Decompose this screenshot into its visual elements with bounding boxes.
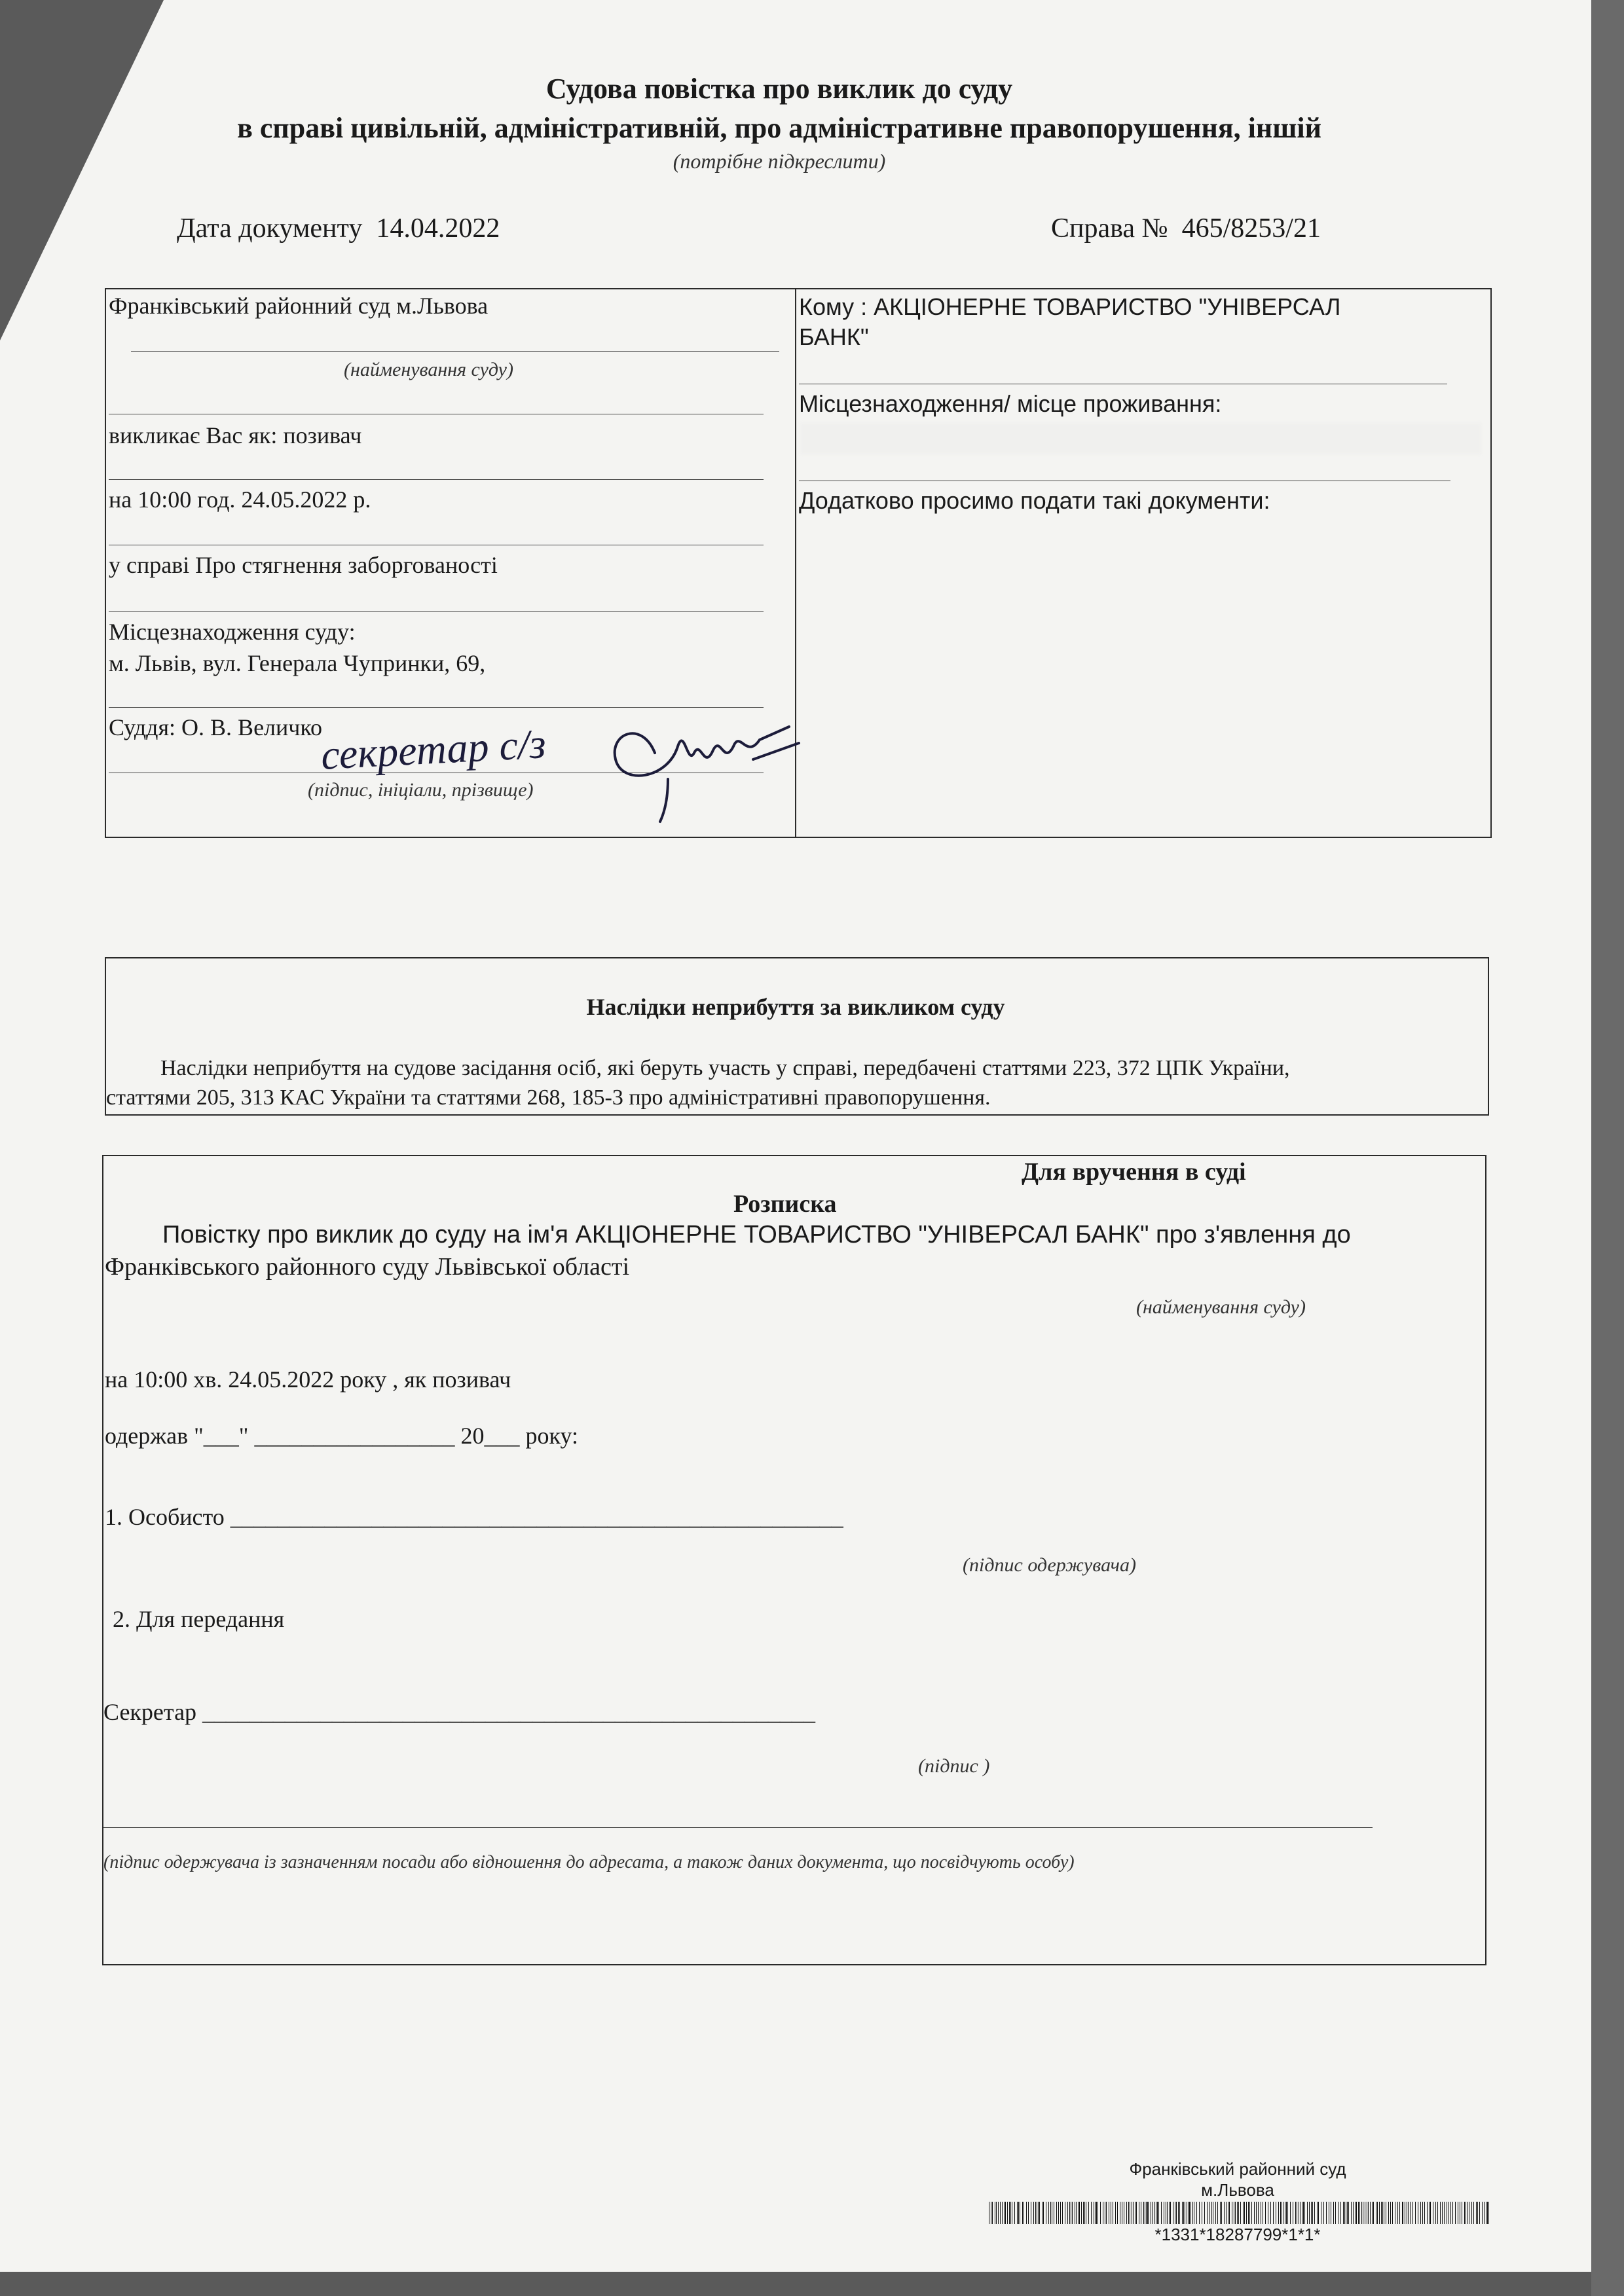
barcode-bar [1373,2202,1374,2224]
barcode-bar [1359,2202,1360,2224]
barcode-bar [1450,2202,1451,2224]
court-location-label: Місцезнаходження суду: [109,619,356,645]
barcode-bar [1304,2202,1305,2224]
barcode-bar [1050,2202,1051,2224]
case-number-value: 465/8253/21 [1181,213,1321,244]
barcode-bar [1370,2202,1371,2224]
personally-line: 1. Особисто ____________________________________________________ [105,1504,843,1530]
barcode-bar [1246,2202,1247,2224]
barcode-bar [1169,2202,1170,2224]
barcode-bar [1249,2202,1250,2224]
receipt-title: Розписка [733,1190,837,1218]
barcode-bar [1199,2202,1200,2224]
barcode-bar [1312,2202,1313,2224]
barcode-bar [1083,2202,1084,2224]
barcode-bar [1048,2202,1049,2224]
summons-role: викликає Вас як: позивач [109,422,362,448]
barcode-bar [1372,2202,1373,2224]
document-subtitle: в справі цивільній, адміністративній, про адміністративне правопорушення, іншій [237,112,1321,144]
barcode-bar [1211,2202,1212,2224]
barcode-bar [1007,2202,1008,2224]
barcode-bar [1318,2202,1319,2224]
court-name-hint: (найменування суду) [344,359,513,380]
barcode-bar [1136,2202,1137,2224]
barcode-bar [1215,2202,1216,2224]
barcode-bar [1348,2202,1349,2224]
barcode-bar [1287,2202,1288,2224]
barcode-bar [1309,2202,1310,2224]
barcode-bar [1115,2202,1116,2224]
barcode-bar [1422,2202,1423,2224]
barcode-bar [1221,2202,1222,2224]
barcode-bar [1487,2202,1488,2224]
barcode-bar [1273,2202,1274,2224]
barcode-bar [1408,2202,1409,2224]
barcode-bar [1424,2202,1425,2224]
recipient-line-2: БАНК" [799,323,869,350]
barcode-bar [1358,2202,1359,2224]
barcode-bar [1091,2202,1092,2224]
barcode-bar [1476,2202,1477,2224]
barcode-bar [1056,2202,1057,2224]
receipt-footer-hint: (підпис одержувача із зазначенням посади або відношення до адресата, а також даних документа, що посвідчують особу) [103,1852,1075,1872]
consequences-text-line-1: Наслідки неприбуття на судове засідання осіб, які беруть участь у справі, передбачені статтями 223, 372 ЦПК України, [160,1056,1290,1080]
barcode-bar [1170,2202,1171,2224]
barcode-bar [1133,2202,1134,2224]
recipient-sign-line [103,1827,1373,1828]
barcode-bar [1117,2202,1118,2224]
barcode-bar [1069,2202,1070,2224]
hearing-time: на 10:00 год. 24.05.2022 р. [109,486,371,513]
barcode-bar [1038,2202,1039,2224]
barcode-bar [1278,2202,1279,2224]
barcode-bar [1467,2202,1468,2224]
barcode-bar [1343,2202,1344,2224]
barcode-bar [1179,2202,1180,2224]
barcode-bar [1042,2202,1043,2224]
barcode-bar [1158,2202,1159,2224]
barcode-bar [1018,2202,1019,2224]
barcode-bar [1152,2202,1153,2224]
document-date-value: 14.04.2022 [376,213,500,244]
barcode-bar [1224,2202,1225,2224]
barcode-bar [1014,2202,1015,2224]
barcode-bar [992,2202,993,2224]
barcode-bar [1340,2202,1341,2224]
barcode-bar [1435,2202,1436,2224]
barcode-bar [1311,2202,1312,2224]
underline-hint: (потрібне підкреслити) [673,149,886,173]
barcode-bar [1238,2202,1239,2224]
barcode-bar [1126,2202,1127,2224]
consequences-title: Наслідки неприбуття за викликом суду [586,994,1005,1020]
barcode-bar [1196,2202,1197,2224]
barcode-bar [1182,2202,1183,2224]
barcode-bar [1204,2202,1205,2224]
barcode-bar [1368,2202,1369,2224]
barcode-bar [1143,2202,1144,2224]
barcode-bar [1420,2202,1421,2224]
stamp-court-line-1: Франківський районний суд [1129,2159,1346,2179]
barcode-bar [1382,2202,1383,2224]
barcode-bar [1067,2202,1068,2224]
barcode-bar [1100,2202,1101,2224]
barcode-bar [1189,2202,1190,2224]
barcode-bar [1188,2202,1189,2224]
barcode-bar [1251,2202,1252,2224]
barcode-bar [1106,2202,1107,2224]
barcode-bar [1314,2202,1315,2224]
barcode-bar [1078,2202,1079,2224]
barcode-bar [1326,2202,1327,2224]
barcode-bar [1128,2202,1129,2224]
barcode-bar [1415,2202,1416,2224]
court-name: Франківський районний суд м.Львова [109,293,489,319]
barcode-bar [1473,2202,1474,2224]
barcode-bar [1178,2202,1179,2224]
barcode-bar [1096,2202,1097,2224]
document-title: Судова повістка про виклик до суду [545,73,1013,105]
barcode-bar [1477,2202,1478,2224]
divider-line [109,611,764,612]
barcode-bar [1488,2202,1489,2224]
document-date [177,213,500,244]
case-subject: у справі Про стягнення заборгованості [109,552,498,578]
documents-label: Додатково просимо подати такі документи: [799,487,1270,514]
secretary-signature [301,681,812,831]
barcode-bar [1351,2202,1352,2224]
barcode-bar [1307,2202,1308,2224]
barcode-bar [1004,2202,1005,2224]
barcode-bar [1333,2202,1334,2224]
barcode-bar [1280,2202,1281,2224]
barcode-bar [1464,2202,1465,2224]
barcode-bar [1399,2202,1400,2224]
case-number-label: Справа № [1051,213,1168,244]
barcode-bar [1290,2202,1291,2224]
barcode-bar [1390,2202,1391,2224]
consequences-text-line-2: статтями 205, 313 КАС України та статтями 268, 185-3 про адміністративні правопорушення. [106,1085,991,1110]
received-date-line: одержав "___" _________________ 20___ року: [105,1423,579,1449]
barcode-bar [1295,2202,1296,2224]
barcode-bar [1095,2202,1096,2224]
barcode-bar [1009,2202,1010,2224]
barcode-bar [1270,2202,1271,2224]
barcode-bar [1192,2202,1193,2224]
recipient-sign-hint: (підпис одержувача) [963,1554,1136,1576]
barcode-bar [1412,2202,1413,2224]
barcode-bar [1060,2202,1061,2224]
barcode-bar [1397,2202,1398,2224]
barcode-bar [996,2202,997,2224]
barcode-bar [1381,2202,1382,2224]
barcode-bar [1226,2202,1227,2224]
barcode-bar [1062,2202,1063,2224]
barcode-bar [1344,2202,1345,2224]
barcode-bar [1430,2202,1431,2224]
barcode-bar [1353,2202,1354,2224]
barcode-bar [1220,2202,1221,2224]
judge-name: Суддя: О. В. Величко [109,714,323,740]
court-name-underline [131,351,779,352]
barcode-bar [1237,2202,1238,2224]
barcode-bar [1484,2202,1485,2224]
barcode-bar [1088,2202,1089,2224]
barcode-bar [1440,2202,1441,2224]
barcode-bar [1303,2202,1304,2224]
barcode-bar [1035,2202,1036,2224]
receipt-text-line-2: Франківського районного суду Львівської області [105,1253,630,1281]
barcode-bar [1183,2202,1184,2224]
barcode-bar [1248,2202,1249,2224]
barcode-bar [1482,2202,1483,2224]
barcode-bar [1258,2202,1259,2224]
barcode-bar [998,2202,999,2224]
barcode-bar [1076,2202,1077,2224]
barcode-bar [1026,2202,1027,2224]
barcode-bar [1084,2202,1085,2224]
barcode-bar [1243,2202,1244,2224]
barcode-bar [1444,2202,1445,2224]
document-date-label: Дата документу [177,213,363,244]
barcode-bar [1254,2202,1255,2224]
barcode-bar [1429,2202,1430,2224]
barcode-bar [1209,2202,1210,2224]
barcode-bar [1442,2202,1443,2224]
barcode-bar [1377,2202,1378,2224]
stamp-court-line-2: м.Львова [1201,2180,1274,2200]
signature-hint: (підпис, ініціали, прізвище) [308,779,534,801]
delivery-label: Для вручення в суді [1022,1158,1246,1186]
barcode-bar [1265,2202,1266,2224]
barcode-bar [1361,2202,1362,2224]
barcode-bar [1286,2202,1287,2224]
barcode-bar [1437,2202,1438,2224]
barcode-bar [1471,2202,1472,2224]
barcode-bar [1072,2202,1073,2224]
barcode-bar [1335,2202,1336,2224]
barcode-bar [1058,2202,1059,2224]
barcode-bar [1410,2202,1411,2224]
barcode-bar [1081,2202,1082,2224]
barcode-bar [1355,2202,1356,2224]
barcode-bar [1317,2202,1318,2224]
barcode-bar [1000,2202,1001,2224]
secretary-sign-hint: (підпис ) [918,1755,990,1777]
receipt-text-line-1: Повістку про виклик до суду на ім'я АКЦІОНЕРНЕ ТОВАРИСТВО "УНІВЕРСАЛ БАНК" про з'явлення до [162,1221,1351,1248]
location-label: Місцезнаходження/ місце проживання: [799,390,1222,417]
barcode-bar [1388,2202,1389,2224]
barcode-bar [1217,2202,1218,2224]
for-transfer-label: 2. Для передання [113,1606,285,1632]
barcode-bar [1427,2202,1428,2224]
redacted-address [800,423,1481,454]
scanner-background [1591,0,1624,2296]
barcode-bar [1033,2202,1034,2224]
recipient-line-1: Кому : АКЦІОНЕРНЕ ТОВАРИСТВО "УНІВЕРСАЛ [799,293,1341,320]
barcode-bar [1157,2202,1158,2224]
barcode-bar [1146,2202,1147,2224]
barcode-bar [1147,2202,1149,2224]
barcode-bar [1356,2202,1357,2224]
barcode-bar [1154,2202,1155,2224]
handwritten-secretary-note: секретар с/з [320,720,547,778]
barcode-bar [1235,2202,1236,2224]
barcode-bar [1176,2202,1177,2224]
barcode-bar [1002,2202,1003,2224]
barcode-bar [1448,2202,1449,2224]
barcode-bar [1005,2202,1006,2224]
barcode-bar [1240,2202,1241,2224]
barcode-bar [1455,2202,1456,2224]
barcode-bar [1010,2202,1011,2224]
barcode-bar [1452,2202,1453,2224]
barcode-bar [1256,2202,1257,2224]
barcode-bar [1379,2202,1380,2224]
barcode-bar [1039,2202,1040,2224]
barcode-bar [1079,2202,1080,2224]
barcode-bar [1229,2202,1230,2224]
barcode-bar [1347,2202,1348,2224]
court-address: м. Львів, вул. Генерала Чупринки, 69, [109,650,486,676]
barcode-bar [1022,2202,1023,2224]
barcode-bar [1402,2202,1403,2224]
barcode-bar [1244,2202,1245,2224]
barcode-bar [1392,2202,1393,2224]
barcode-bar [1043,2202,1044,2224]
barcode-text: *1331*18287799*1*1* [1154,2225,1321,2244]
barcode-bar [1167,2202,1168,2224]
case-number [1051,213,1321,244]
barcode [989,2202,1493,2224]
barcode-bar [1207,2202,1208,2224]
receipt-court-hint: (найменування суду) [1136,1296,1306,1318]
barcode-bar [1323,2202,1324,2224]
barcode-bar [1161,2202,1162,2224]
barcode-bar [1479,2202,1480,2224]
secretary-line: Секретар ____________________________________________________ [103,1699,816,1725]
barcode-bar [1017,2202,1018,2224]
receipt-hearing-time: на 10:00 хв. 24.05.2022 року , як позивач [105,1366,511,1393]
divider-line [109,479,764,480]
barcode-bar [1028,2202,1029,2224]
